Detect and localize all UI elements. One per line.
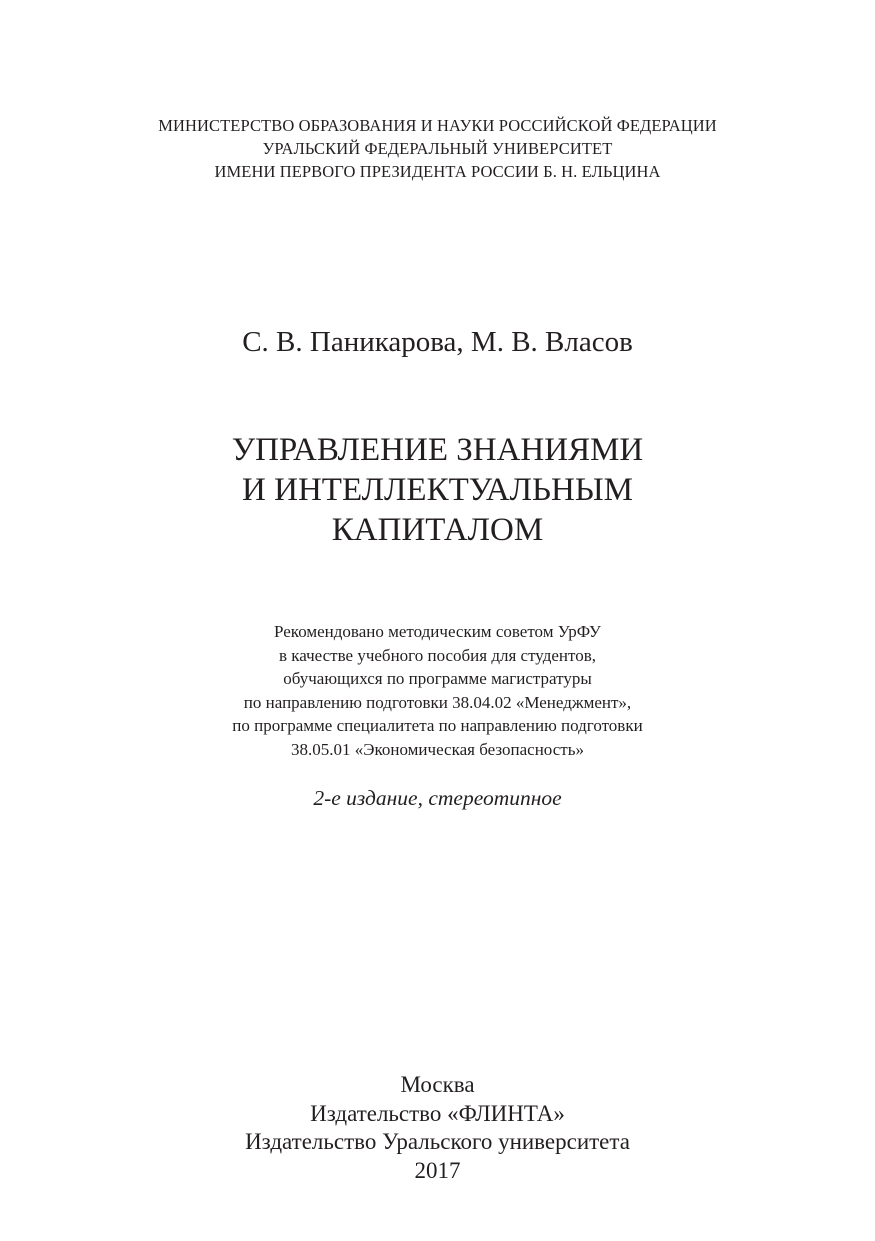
recommendation-line-1: Рекомендовано методическим советом УрФУ xyxy=(274,622,601,641)
recommendation-line-3: обучающихся по программе магистратуры xyxy=(283,669,592,688)
university-name-line: ИМЕНИ ПЕРВОГО ПРЕЗИДЕНТА РОССИИ Б. Н. ЕЛЬЦИНА xyxy=(214,162,661,181)
book-title xyxy=(0,430,875,550)
imprint-year: 2017 xyxy=(414,1157,461,1183)
recommendation-line-2: в качестве учебного пособия для студентов, xyxy=(278,645,597,665)
imprint-publisher-2: Издательство Уральского университета xyxy=(245,1129,630,1154)
imprint-city: Москва xyxy=(400,1072,475,1097)
recommendation-note xyxy=(0,620,875,761)
recommendation-line-5: по программе специалитета по направлению подготовки xyxy=(232,716,643,735)
authors xyxy=(0,324,875,360)
imprint-publisher-1: Издательство «ФЛИНТА» xyxy=(310,1100,565,1126)
university-line: УРАЛЬСКИЙ ФЕДЕРАЛЬНЫЙ УНИВЕРСИТЕТ xyxy=(262,139,613,158)
edition-line: 2-е издание, стереотипное xyxy=(313,786,562,810)
ministry-line: МИНИСТЕРСТВО ОБРАЗОВАНИЯ И НАУКИ РОССИЙСКОЙ ФЕДЕРАЦИИ xyxy=(158,116,717,135)
institution-header xyxy=(0,114,875,183)
title-line-3: КАПИТАЛОМ xyxy=(331,512,544,548)
recommendation-line-4: по направлению подготовки 38.04.02 «Менеджмент», xyxy=(243,692,632,712)
title-line-1: УПРАВЛЕНИЕ ЗНАНИЯМИ xyxy=(231,432,644,468)
authors-line: С. В. Паникарова, М. В. Власов xyxy=(242,326,633,358)
title-line-2: И ИНТЕЛЛЕКТУАЛЬНЫМ xyxy=(242,472,633,508)
recommendation-line-6: 38.05.01 «Экономическая безопасность» xyxy=(291,739,584,759)
imprint xyxy=(0,1071,875,1185)
edition-note xyxy=(0,784,875,812)
